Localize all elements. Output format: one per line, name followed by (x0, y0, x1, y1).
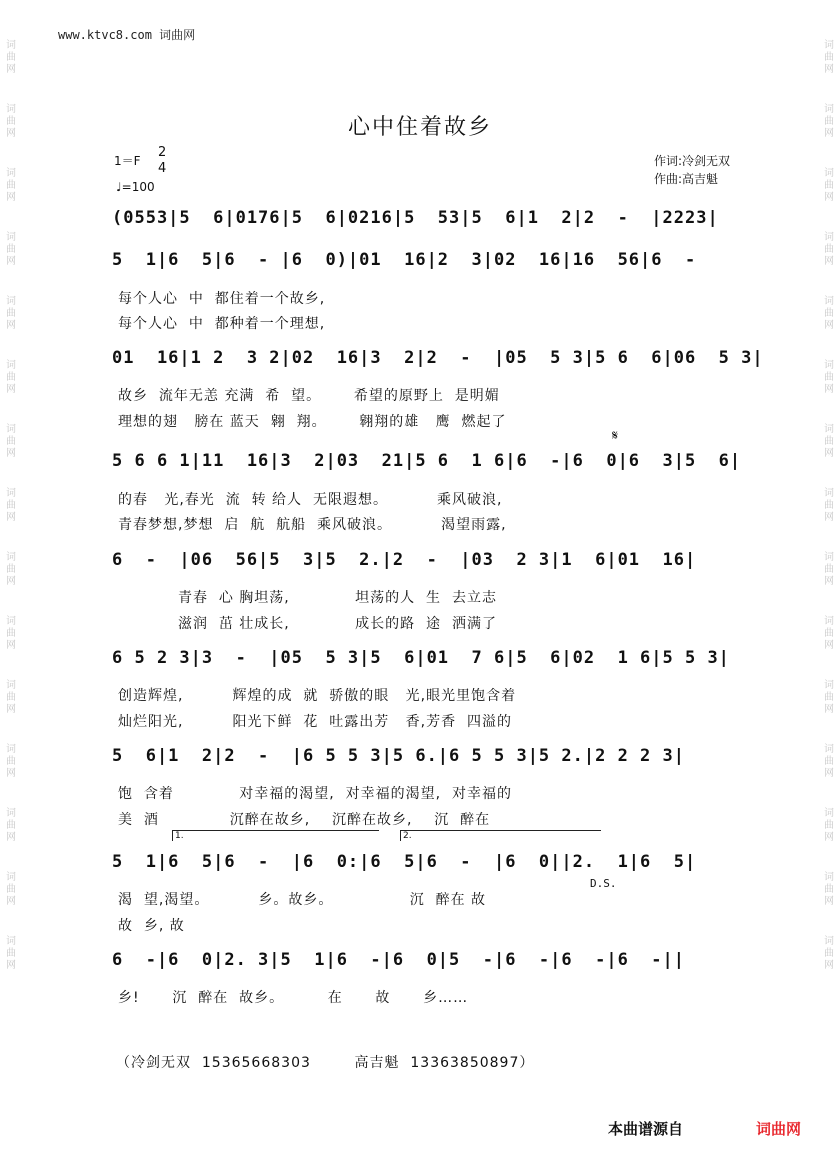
key-signature: 1＝F (114, 154, 141, 168)
lyric-line-2b: 每个人心 中 都种着一个理想, (118, 316, 326, 332)
tempo-mark: ♩=100 (116, 180, 155, 194)
lyric-line-7b: 美 酒 沉醉在故乡, 沉醉在故乡, 沉 醉在 (118, 812, 491, 828)
lyric-line-6b: 灿烂阳光, 阳光下鲜 花 吐露出芳 香,芳香 四溢的 (118, 714, 513, 730)
brand-logo[interactable]: 词曲网 (756, 1120, 802, 1138)
lyric-line-5a: 青春 心 胸坦荡, 坦荡的人 生 去立志 (118, 590, 497, 606)
time-bottom: 4 (158, 161, 167, 176)
notation-line-2: 5 1|6 5|6 - |6 0)|01 16|2 3|02 16|16 56|6 - (112, 250, 708, 270)
notation-line-9: 6 -|6 0|2. 3|5 1|6 -|6 0|5 -|6 -|6 -|6 -|| (112, 950, 685, 970)
lyric-line-2a: 每个人心 中 都住着一个故乡, (118, 291, 326, 307)
lyric-line-7a: 饱 含着 对幸福的渴望, 对幸福的渴望, 对幸福的 (118, 786, 513, 802)
notation-line-1: (0553|5 6|0176|5 6|0216|5 53|5 6|1 2|2 - |2223| (112, 208, 719, 228)
lyric-line-6a: 创造辉煌, 辉煌的成 就 骄傲的眼 光,眼光里饱含着 (118, 688, 517, 704)
first-ending-bracket: 1. (172, 830, 379, 841)
contact-info: （冷剑无双 15365668303 高吉魁 13363850897） (116, 1055, 535, 1071)
site-name: 词曲网 (159, 28, 196, 42)
notation-line-8: 5 1|6 5|6 - |6 0:|6 5|6 - |6 0||2. 1|6 5| (112, 852, 697, 872)
time-top: 2 (158, 145, 167, 160)
ds-mark: D.S. (590, 877, 617, 890)
song-title: 心中住着故乡 (347, 115, 492, 140)
composer-credit: 作曲:高吉魁 (654, 172, 719, 186)
lyric-line-5b: 滋润 茁 壮成长, 成长的路 途 洒满了 (118, 616, 497, 632)
notation-line-3: 01 16|1 2 3 2|02 16|3 2|2 - |05 5 3|5 6 6|06 5 3| (112, 348, 764, 368)
lyric-line-4a: 的春 光,春光 流 转 给人 无限遐想。 乘风破浪, (118, 492, 503, 508)
segno-mark: 𝄋 (612, 428, 619, 444)
notation-line-5: 6 - |06 56|5 3|5 2.|2 - |03 2 3|1 6|01 16| (112, 550, 697, 570)
side-watermark-right: 词曲网 词曲网 词曲网 词曲网 词曲网 词曲网 词曲网 词曲网 词曲网 词曲网 词曲网 词曲网 词曲网 词曲网 词曲网 (824, 40, 834, 971)
lyric-line-3a: 故乡 流年无恙 充满 希 望。 希望的原野上 是明媚 (118, 388, 500, 404)
lyric-line-9a: 乡! 沉 醉在 故乡。 在 故 乡…… (118, 990, 469, 1006)
lyricist-credit: 作词:冷剑无双 (654, 154, 731, 168)
second-ending-bracket: 2. (400, 830, 601, 841)
time-signature (158, 145, 166, 177)
lyric-line-8a: 渴 望,渴望。 乡。故乡。 沉 醉在 故 (118, 892, 487, 908)
notation-line-6: 6 5 2 3|3 - |05 5 3|5 6|01 7 6|5 6|02 1 6|5 5 3| (112, 648, 730, 668)
site-header (58, 26, 195, 43)
notation-line-4: 5 6 6 1|11 16|3 2|03 21|5 6 1 6|6 -|6 0|6 3|5 6| (112, 451, 742, 471)
source-label: 本曲谱源自 (608, 1120, 684, 1138)
lyric-line-3b: 理想的翅 膀在 蓝天 翱 翔。 翱翔的雄 鹰 燃起了 (118, 414, 507, 430)
site-url[interactable]: www.ktvc8.com (58, 28, 152, 42)
lyric-line-4b: 青春梦想,梦想 启 航 航船 乘风破浪。 渴望雨露, (118, 517, 507, 533)
side-watermark-left: 词曲网 词曲网 词曲网 词曲网 词曲网 词曲网 词曲网 词曲网 词曲网 词曲网 词曲网 词曲网 词曲网 词曲网 词曲网 (6, 40, 16, 971)
notation-line-7: 5 6|1 2|2 - |6 5 5 3|5 6.|6 5 5 3|5 2.|2 2 2 3| (112, 746, 685, 766)
lyric-line-8b: 故 乡, 故 (118, 918, 185, 934)
